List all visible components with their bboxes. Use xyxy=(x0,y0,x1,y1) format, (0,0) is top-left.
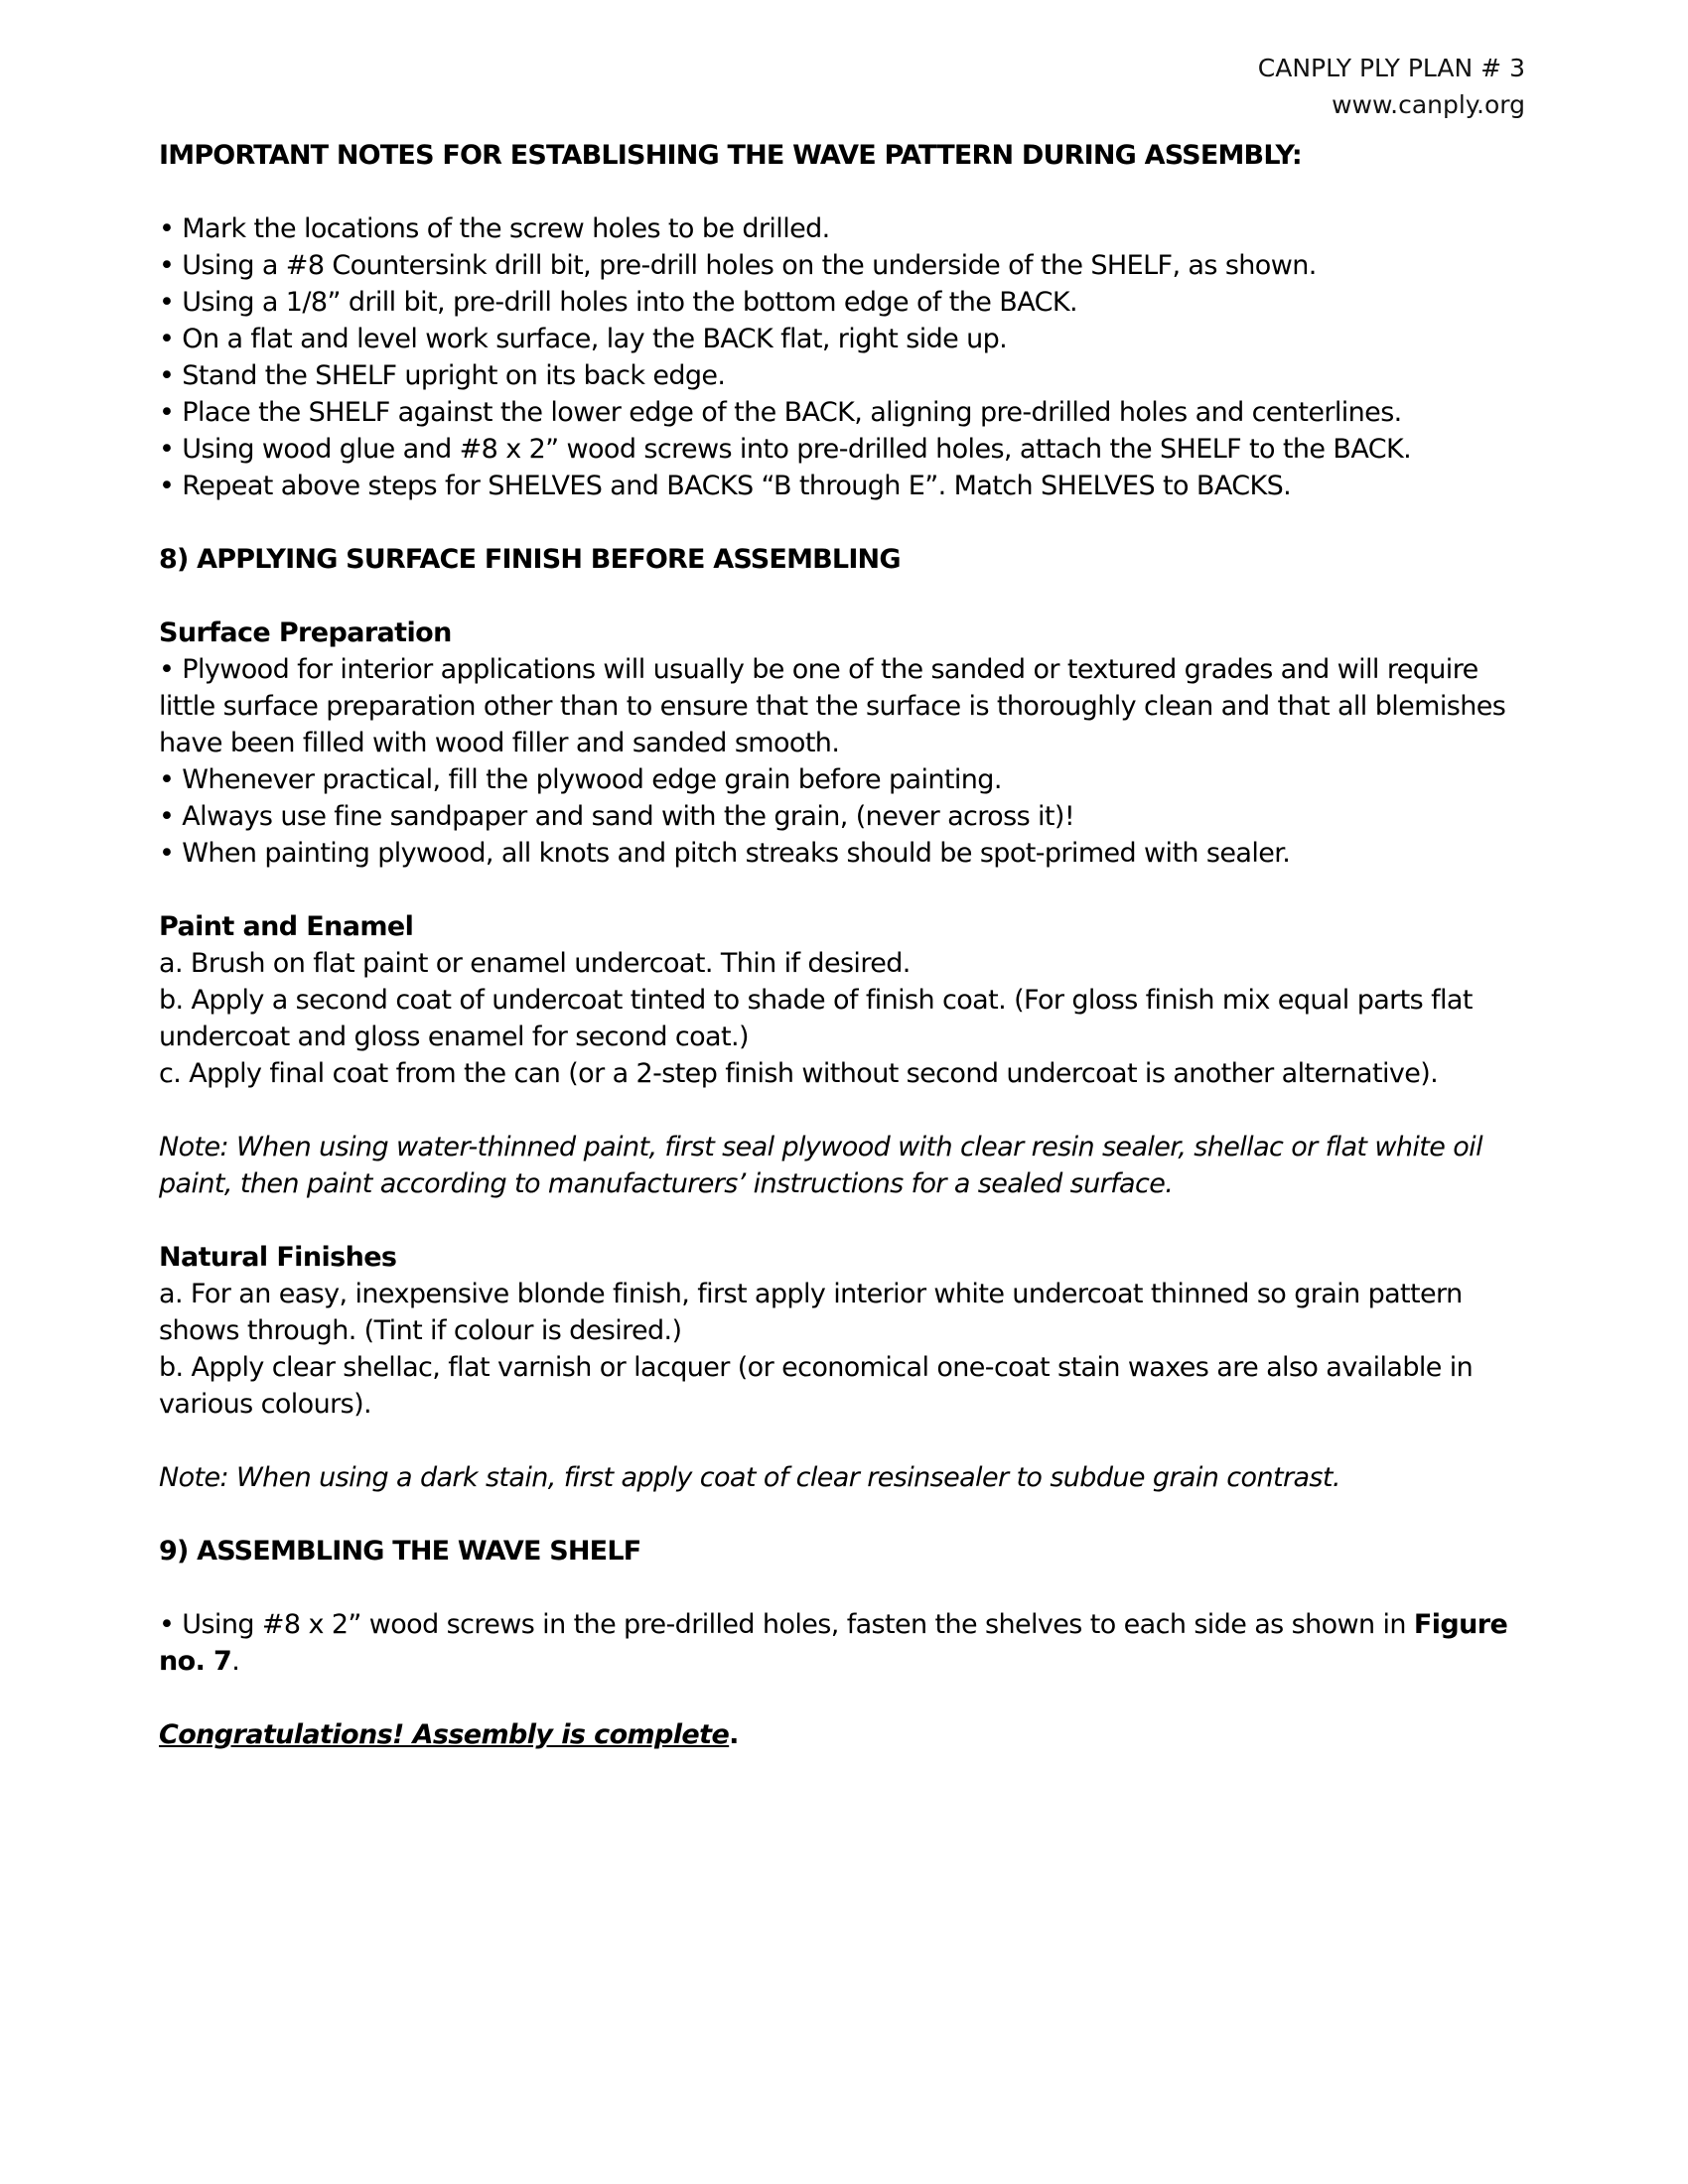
website-url: www.canply.org xyxy=(1332,90,1525,119)
list-item: • Using a 1/8” drill bit, pre-drill holes into the bottom edge of the BACK. xyxy=(159,287,1077,318)
list-item: • When painting plywood, all knots and pitch streaks should be spot-primed with sealer. xyxy=(159,838,1291,869)
section-8-heading: 8) APPLYING SURFACE FINISH BEFORE ASSEMBLING xyxy=(159,544,901,575)
document-body xyxy=(159,137,1529,1753)
list-item: • Using wood glue and #8 x 2” wood screws into pre-drilled holes, attach the SHELF to the BACK. xyxy=(159,434,1412,465)
list-item: • On a flat and level work surface, lay the BACK flat, right side up. xyxy=(159,324,1008,354)
stain-note: Note: When using a dark stain, first apply coat of clear resinsealer to subdue grain contrast. xyxy=(159,1462,1340,1493)
notes-bullet-list xyxy=(159,210,1529,504)
page-header xyxy=(1258,50,1525,123)
list-item: b. Apply clear shellac, flat varnish or lacquer (or economical one-coat stain waxes are also available in various colours). xyxy=(159,1352,1474,1420)
congratulations-suffix: . xyxy=(729,1719,739,1750)
list-item: b. Apply a second coat of undercoat tinted to shade of finish coat. (For gloss finish mix equal parts flat undercoat and gloss enamel for second coat.) xyxy=(159,985,1473,1052)
natural-finishes-heading: Natural Finishes xyxy=(159,1242,397,1273)
paint-enamel-heading: Paint and Enamel xyxy=(159,911,414,942)
list-item: • Place the SHELF against the lower edge of the BACK, aligning pre-drilled holes and centerlines. xyxy=(159,397,1402,428)
list-item: • Using a #8 Countersink drill bit, pre-drill holes on the underside of the SHELF, as shown. xyxy=(159,250,1317,281)
paint-note: Note: When using water-thinned paint, first seal plywood with clear resin sealer, shellac or flat white oil paint, then paint according to manufacturers’ instructions for a sealed surface. xyxy=(159,1132,1482,1199)
notes-heading: IMPORTANT NOTES FOR ESTABLISHING THE WAVE PATTERN DURING ASSEMBLY: xyxy=(159,140,1302,171)
list-item: • Whenever practical, fill the plywood edge grain before painting. xyxy=(159,764,1002,795)
surface-prep-heading: Surface Preparation xyxy=(159,617,452,648)
list-item: • Plywood for interior applications will usually be one of the sanded or textured grades and will require little surface preparation other than to ensure that the surface is thoroughly clean and that all blemishes have been filled with wood filler and sanded smooth. xyxy=(159,654,1506,758)
list-item: • Repeat above steps for SHELVES and BACKS “B through E”. Match SHELVES to BACKS. xyxy=(159,471,1292,501)
figure-reference: Figure no. 7 xyxy=(159,1609,1508,1677)
list-item: • Stand the SHELF upright on its back edge. xyxy=(159,360,726,391)
list-item: a. For an easy, inexpensive blonde finish, first apply interior white undercoat thinned so grain pattern shows through. (Tint if colour is desired.) xyxy=(159,1279,1463,1346)
list-item: c. Apply final coat from the can (or a 2-step finish without second undercoat is another alternative). xyxy=(159,1058,1439,1089)
congratulations-text: Congratulations! Assembly is complete xyxy=(159,1719,730,1750)
list-item: • Mark the locations of the screw holes to be drilled. xyxy=(159,213,830,244)
assembly-instruction-text: • Using #8 x 2” wood screws in the pre-drilled holes, fasten the shelves to each side as shown in xyxy=(159,1609,1406,1640)
section-9-heading: 9) ASSEMBLING THE WAVE SHELF xyxy=(159,1536,641,1567)
assembly-instruction xyxy=(159,1606,1529,1680)
list-item: a. Brush on flat paint or enamel undercoat. Thin if desired. xyxy=(159,948,911,979)
figure-reference-suffix: . xyxy=(231,1646,240,1677)
list-item: • Always use fine sandpaper and sand with the grain, (never across it)! xyxy=(159,801,1075,832)
plan-title: CANPLY PLY PLAN # 3 xyxy=(1257,54,1525,82)
congratulations-line xyxy=(159,1716,1529,1753)
